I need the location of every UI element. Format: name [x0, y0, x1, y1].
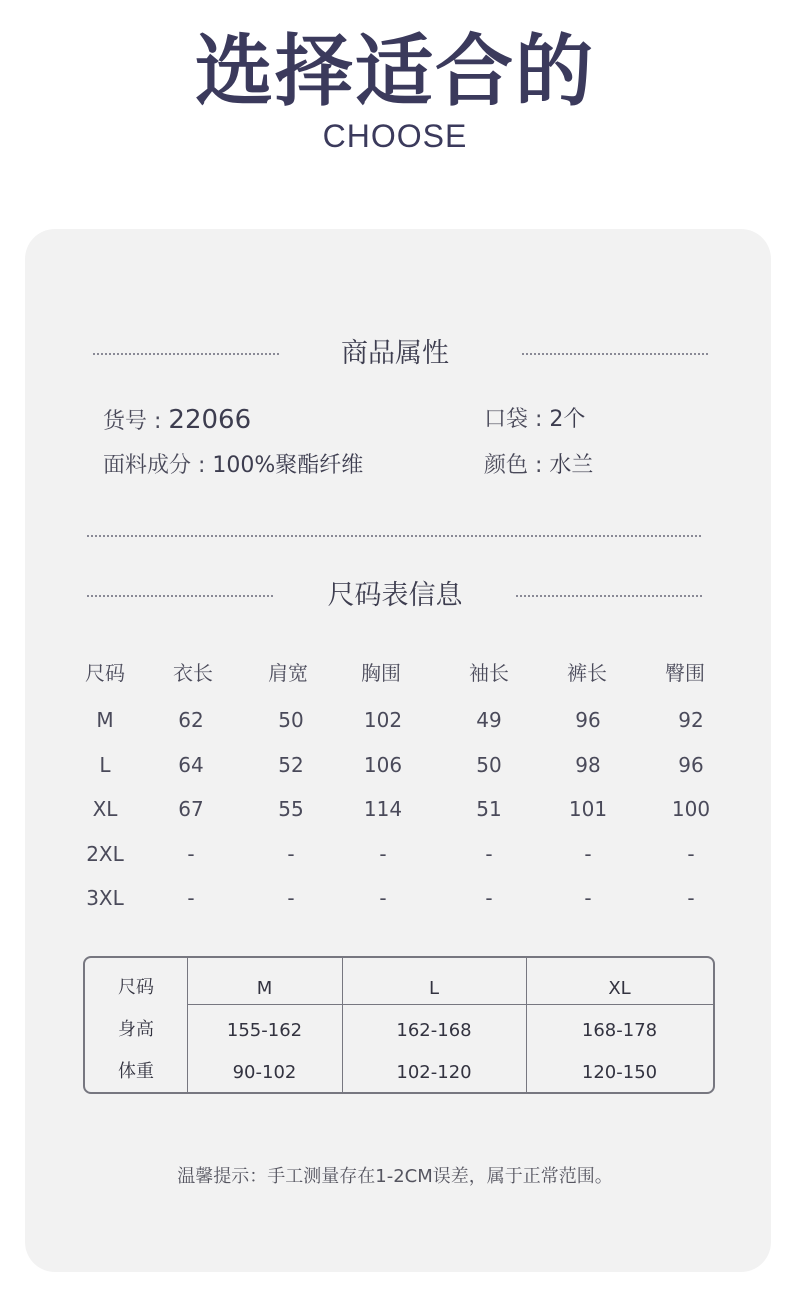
size-cell: 52: [278, 753, 304, 777]
size-cell: L: [99, 753, 111, 777]
size-col-header: 尺码: [85, 661, 125, 685]
page-title: 选择适合的: [194, 27, 595, 117]
size-cell: -: [187, 886, 195, 910]
size-cell: 50: [278, 708, 304, 732]
attr-material-label: 面料成分 :: [103, 453, 206, 478]
size-cell: 101: [568, 797, 608, 821]
attr-material: [103, 451, 363, 481]
size-cell: -: [287, 842, 295, 866]
fit-cell: 168-178: [581, 1020, 658, 1041]
size-cell: -: [584, 842, 592, 866]
size-cell: -: [287, 886, 295, 910]
fit-cell: 120-150: [581, 1062, 658, 1083]
size-col-header: 臀围: [665, 661, 705, 685]
size-cell: 3XL: [86, 886, 124, 910]
size-cell: -: [687, 842, 695, 866]
section-separator: [87, 535, 701, 537]
attr-item-no: [103, 405, 251, 437]
measurement-tip: 温馨提示：手工测量存在1-2CM误差，属于正常范围。: [177, 1166, 613, 1187]
size-chart-section-header: [0, 576, 790, 616]
page-subtitle: CHOOSE: [322, 118, 468, 154]
size-col-header: 肩宽: [268, 661, 308, 685]
size-cell: 96: [575, 708, 601, 732]
size-cell: 67: [178, 797, 204, 821]
size-cell: -: [379, 842, 387, 866]
size-cell: -: [187, 842, 195, 866]
attr-item-no-label: 货号 :: [103, 409, 162, 434]
dotted-divider-right: [516, 595, 702, 597]
fit-cell: 102-120: [396, 1062, 472, 1083]
fit-table-row-divider: [187, 1004, 713, 1005]
fit-header-cell: 尺码: [118, 977, 154, 998]
fit-table: [83, 956, 715, 1094]
attr-pocket: [484, 405, 585, 435]
size-col-header: 裤长: [567, 661, 607, 685]
size-cell: M: [96, 708, 114, 732]
size-cell: 55: [278, 797, 304, 821]
fit-cell: 体重: [118, 1061, 154, 1082]
attr-material-value: 100%聚酯纤维: [212, 453, 364, 478]
fit-header-cell: XL: [608, 978, 631, 999]
size-col-header: 衣长: [173, 661, 213, 685]
size-cell: 102: [363, 708, 403, 732]
size-cell: 114: [363, 797, 403, 821]
attr-color-value: 水兰: [549, 453, 594, 478]
size-col-header: 胸围: [361, 661, 401, 685]
size-cell: 51: [476, 797, 502, 821]
size-cell: 50: [476, 753, 502, 777]
fit-cell: 155-162: [226, 1020, 303, 1041]
attr-pocket-label: 口袋 :: [484, 407, 543, 432]
size-cell: -: [485, 842, 493, 866]
dotted-divider-right: [522, 353, 708, 355]
size-cell: 100: [671, 797, 711, 821]
size-col-header: 袖长: [469, 661, 509, 685]
attributes-title: 商品属性: [341, 338, 449, 369]
size-cell: 96: [678, 753, 704, 777]
attr-color: [484, 451, 593, 481]
fit-cell: 身高: [118, 1019, 154, 1040]
size-cell: -: [687, 886, 695, 910]
size-cell: -: [379, 886, 387, 910]
size-chart-title: 尺码表信息: [327, 580, 463, 611]
size-cell: -: [485, 886, 493, 910]
fit-cell: 162-168: [396, 1020, 472, 1041]
size-cell: 62: [178, 708, 204, 732]
size-cell: XL: [92, 797, 118, 821]
size-cell: 2XL: [86, 842, 124, 866]
size-cell: 49: [476, 708, 502, 732]
fit-header-cell: L: [428, 978, 440, 999]
size-cell: 98: [575, 753, 601, 777]
attr-pocket-value: 2个: [549, 407, 586, 432]
size-cell: -: [584, 886, 592, 910]
fit-header-cell: M: [256, 978, 273, 999]
size-cell: 106: [363, 753, 403, 777]
size-cell: 64: [178, 753, 204, 777]
attr-item-no-value: 22066: [168, 405, 252, 435]
attr-color-label: 颜色 :: [484, 453, 543, 478]
size-cell: 92: [678, 708, 704, 732]
fit-cell: 90-102: [232, 1062, 297, 1083]
attributes-section-header: [0, 334, 790, 374]
